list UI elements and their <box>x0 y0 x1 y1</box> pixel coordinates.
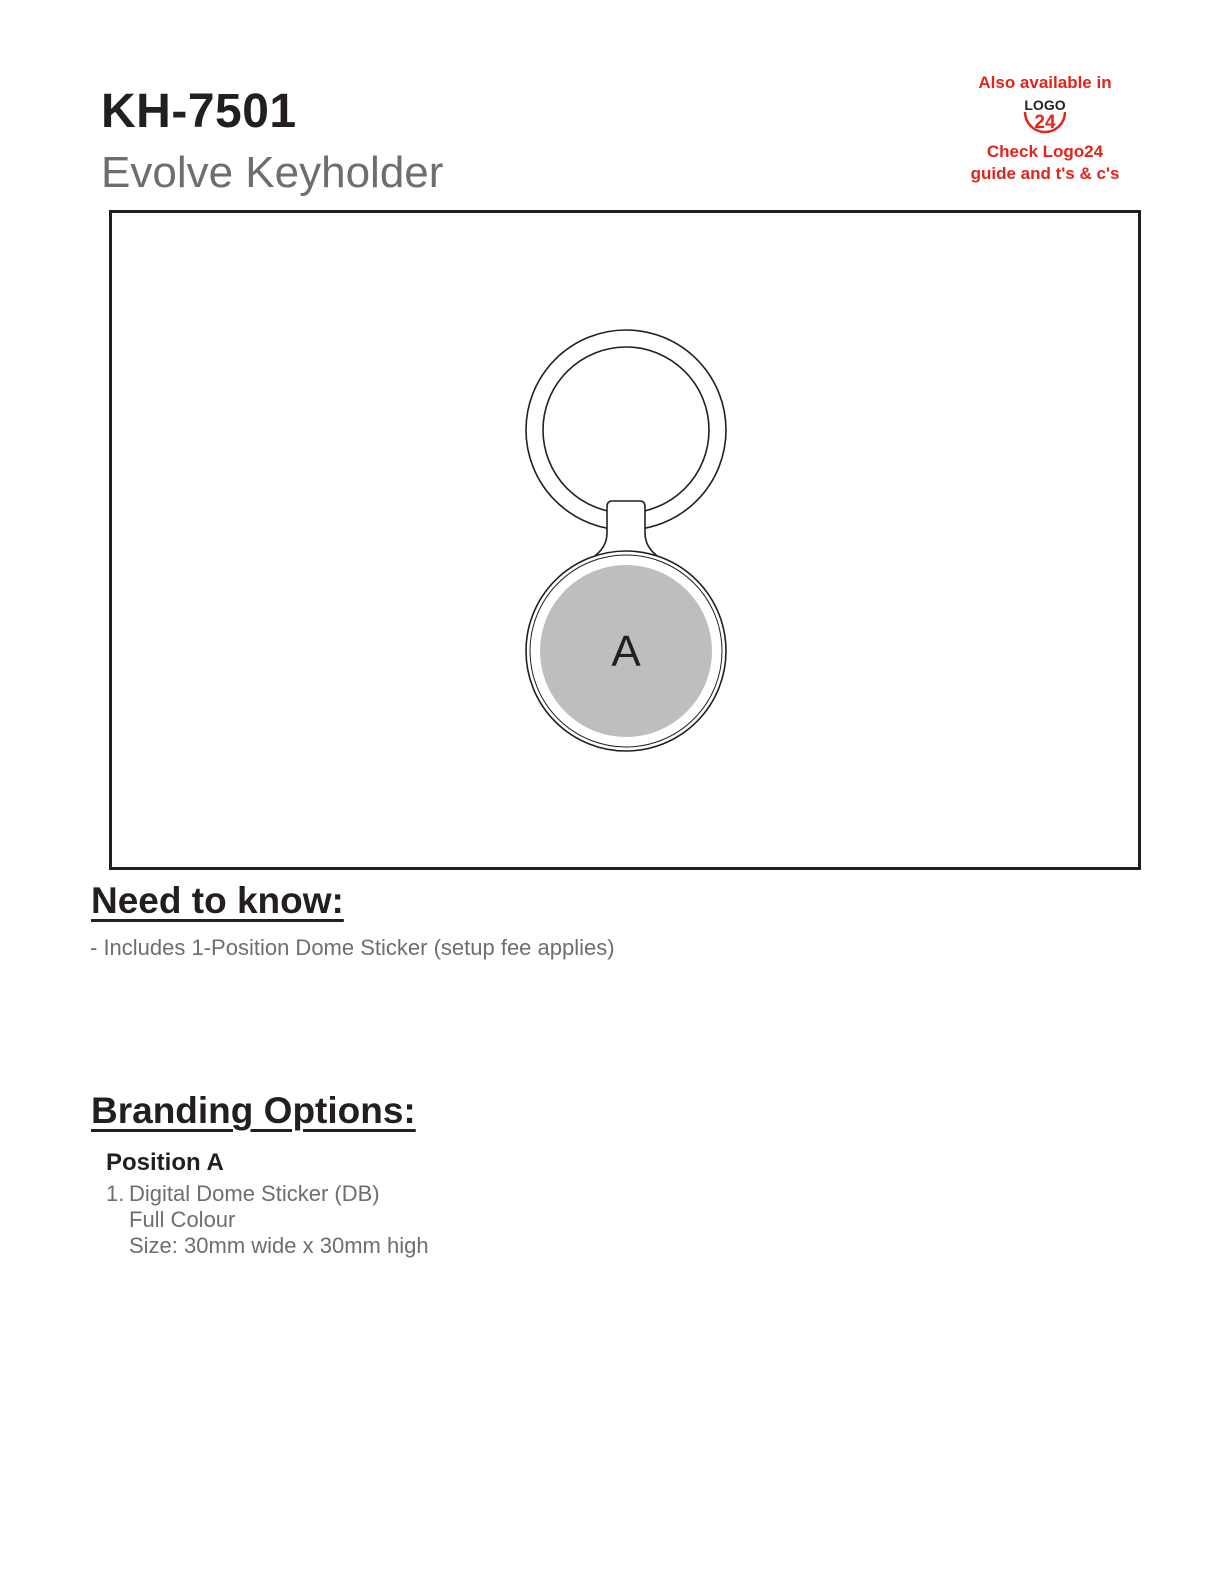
need-to-know-heading: Need to know: <box>91 880 344 921</box>
branding-options-heading: Branding Options: <box>91 1090 416 1131</box>
branding-size: Size: 30mm wide x 30mm high <box>129 1233 429 1258</box>
logo24-badge <box>950 72 1140 185</box>
logo24-logo-top-text: LOGO <box>1024 97 1066 114</box>
position-a-title: Position A <box>106 1149 224 1176</box>
logo24-logo-number-text: 24 <box>1034 112 1056 134</box>
product-name: Evolve Keyholder <box>101 148 444 197</box>
badge-guide-text: guide and t's & c's <box>970 164 1120 184</box>
position-a-label: A <box>611 627 641 676</box>
product-image-frame <box>109 210 1141 870</box>
position-a-details <box>106 1181 429 1259</box>
badge-check-text: Check Logo24 <box>986 142 1104 162</box>
logo24-logo <box>1017 96 1073 140</box>
option-number: 1. <box>106 1181 125 1206</box>
badge-available-text: Also available in <box>978 73 1112 92</box>
keyholder-illustration <box>112 213 1138 867</box>
product-code: KH-7501 <box>101 85 297 138</box>
need-to-know-note: - Includes 1-Position Dome Sticker (setup fee applies) <box>90 935 615 960</box>
key-ring <box>526 330 726 530</box>
branding-method: Digital Dome Sticker (DB) <box>129 1181 380 1206</box>
keyholder-disc <box>526 551 726 751</box>
branding-colour: Full Colour <box>129 1207 236 1232</box>
